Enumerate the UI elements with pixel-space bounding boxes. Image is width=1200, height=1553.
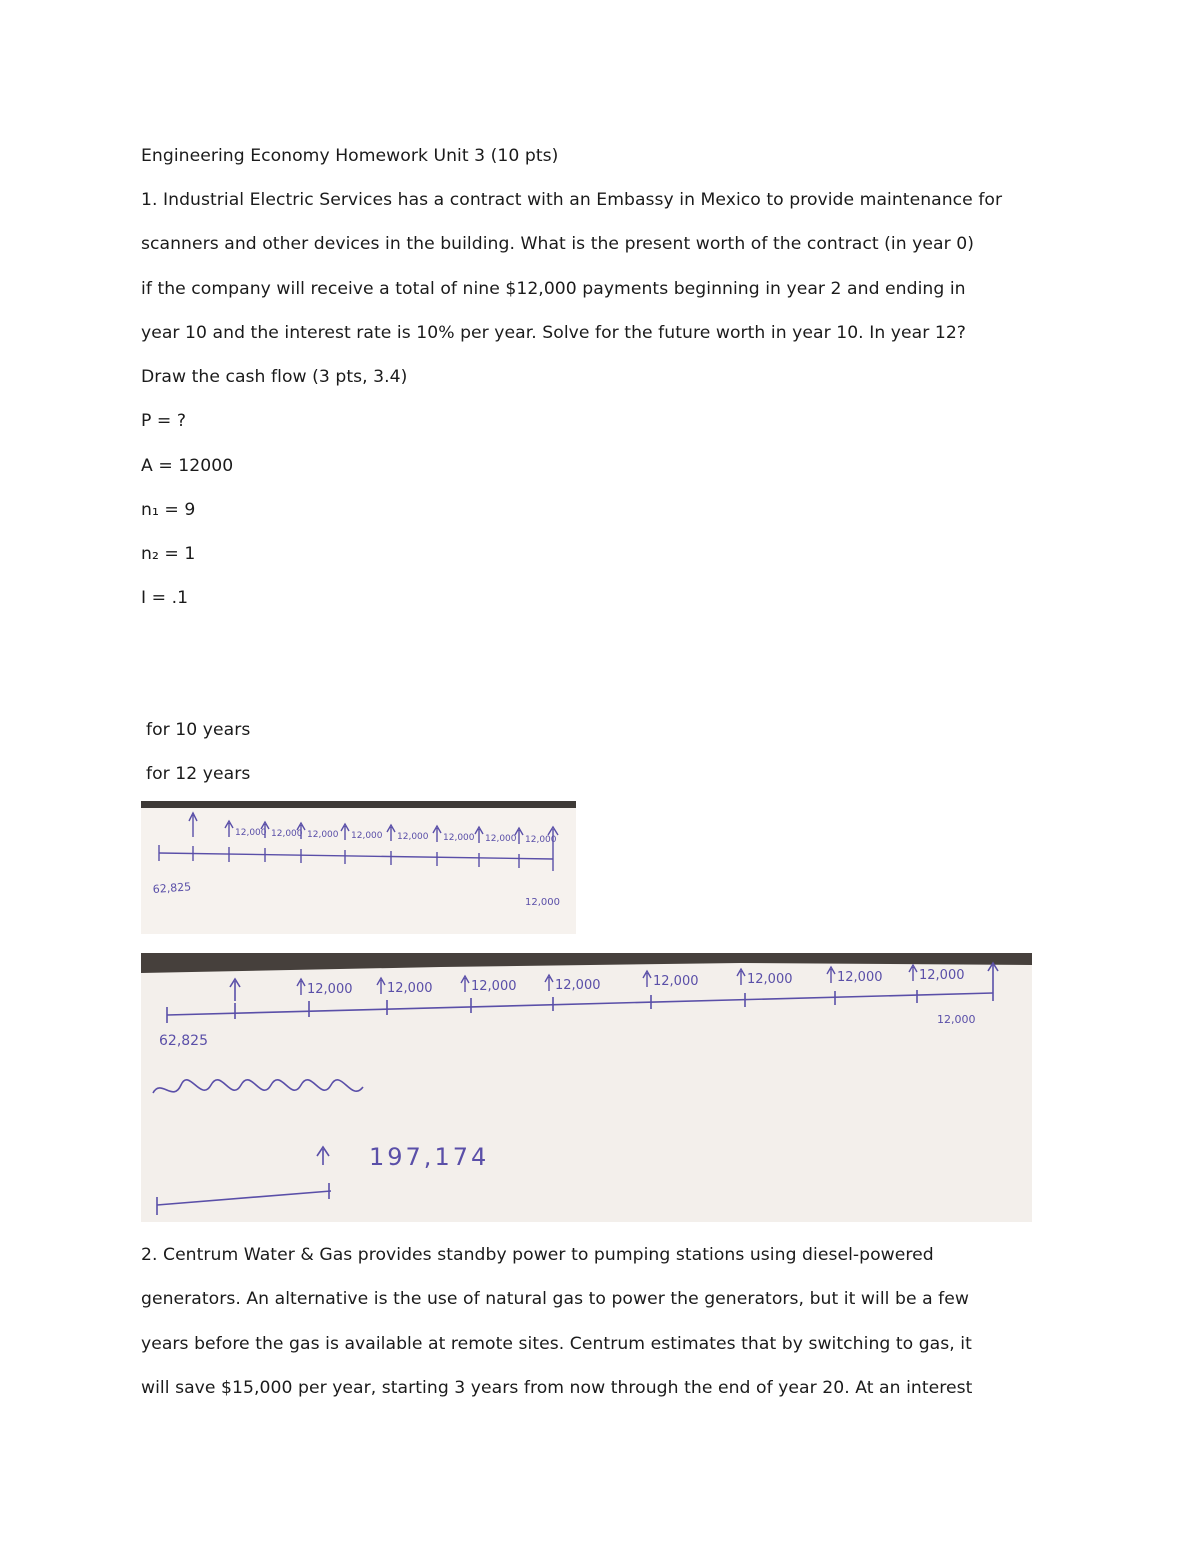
- payment-label: 12,000: [351, 831, 383, 841]
- problem1-line: year 10 and the interest rate is 10% per year. Solve for the future worth in year 10. In year 12?: [141, 323, 966, 343]
- cash-flow-photo-2: [141, 953, 1032, 1222]
- payment-arrow-icon: [827, 967, 835, 983]
- payment-label: 12,000: [387, 981, 433, 996]
- problem2-line: 2. Centrum Water & Gas provides standby power to pumping stations using diesel-powered: [141, 1245, 934, 1265]
- payment-label: 12,000: [555, 978, 601, 993]
- payment-arrow-icon: [297, 979, 305, 995]
- payment-arrow-icon: [737, 969, 745, 985]
- payment-label: 12,000: [443, 833, 475, 843]
- photo1-present-value: 62,825: [152, 880, 192, 896]
- payment-arrow-icon: [461, 976, 469, 992]
- payment-arrow-icon: [387, 825, 395, 841]
- payment-label: 12,000: [837, 970, 883, 985]
- problem1-line: 1. Industrial Electric Services has a contract with an Embassy in Mexico to provide maintenance for: [141, 190, 1003, 210]
- photo1-end-label: 12,000: [525, 897, 560, 908]
- problem2-line: years before the gas is available at remote sites. Centrum estimates that by switching to gas, it: [141, 1334, 972, 1354]
- variable-n1: n₁ = 9: [141, 500, 196, 520]
- payment-arrow-icon: [643, 971, 651, 987]
- payment-label: 12,000: [485, 834, 517, 844]
- payment-label: 12,000: [271, 829, 303, 839]
- payment-label: 12,000: [397, 832, 429, 842]
- problem2-line: will save $15,000 per year, starting 3 years from now through the end of year 20. At an interest: [141, 1378, 973, 1398]
- payment-arrow-icon: [225, 821, 233, 837]
- problem1-line: Draw the cash flow (3 pts, 3.4): [141, 367, 408, 387]
- payment-arrow-icon: [377, 978, 385, 994]
- cash-flow-photo-1: [141, 801, 576, 934]
- payment-arrow-icon: [475, 827, 483, 843]
- page-title: Engineering Economy Homework Unit 3 (10 pts): [141, 146, 559, 166]
- payment-label: 12,000: [653, 974, 699, 989]
- variable-a: A = 12000: [141, 456, 234, 476]
- payment-arrow-icon: [909, 965, 917, 981]
- variable-n2: n₂ = 1: [141, 544, 196, 564]
- variable-p: P = ?: [141, 411, 187, 431]
- payment-label: 12,000: [919, 968, 965, 983]
- payment-label: 12,000: [747, 972, 793, 987]
- note-12-years: for 12 years: [146, 764, 251, 784]
- photo2-end-label: 12,000: [937, 1013, 976, 1026]
- payment-label: 12,000: [307, 830, 339, 840]
- payment-arrow-icon: [341, 824, 349, 840]
- payment-label: 12,000: [307, 982, 353, 997]
- problem1-line: if the company will receive a total of nine $12,000 payments beginning in year 2 and ending in: [141, 279, 966, 299]
- problem1-line: scanners and other devices in the building. What is the present worth of the contract (in year 0): [141, 234, 974, 254]
- variable-i: I = .1: [141, 588, 189, 608]
- payment-arrow-icon: [545, 975, 553, 991]
- problem2-line: generators. An alternative is the use of natural gas to power the generators, but it will be a few: [141, 1289, 970, 1309]
- note-10-years: for 10 years: [146, 720, 251, 740]
- payment-label: 12,000: [471, 979, 517, 994]
- photo2-future-value: 197,174: [369, 1143, 490, 1171]
- payment-label: 12,000: [235, 828, 267, 838]
- payment-arrow-icon: [433, 826, 441, 842]
- payment-label: 12,000: [525, 835, 557, 845]
- photo2-present-value: 62,825: [159, 1033, 208, 1049]
